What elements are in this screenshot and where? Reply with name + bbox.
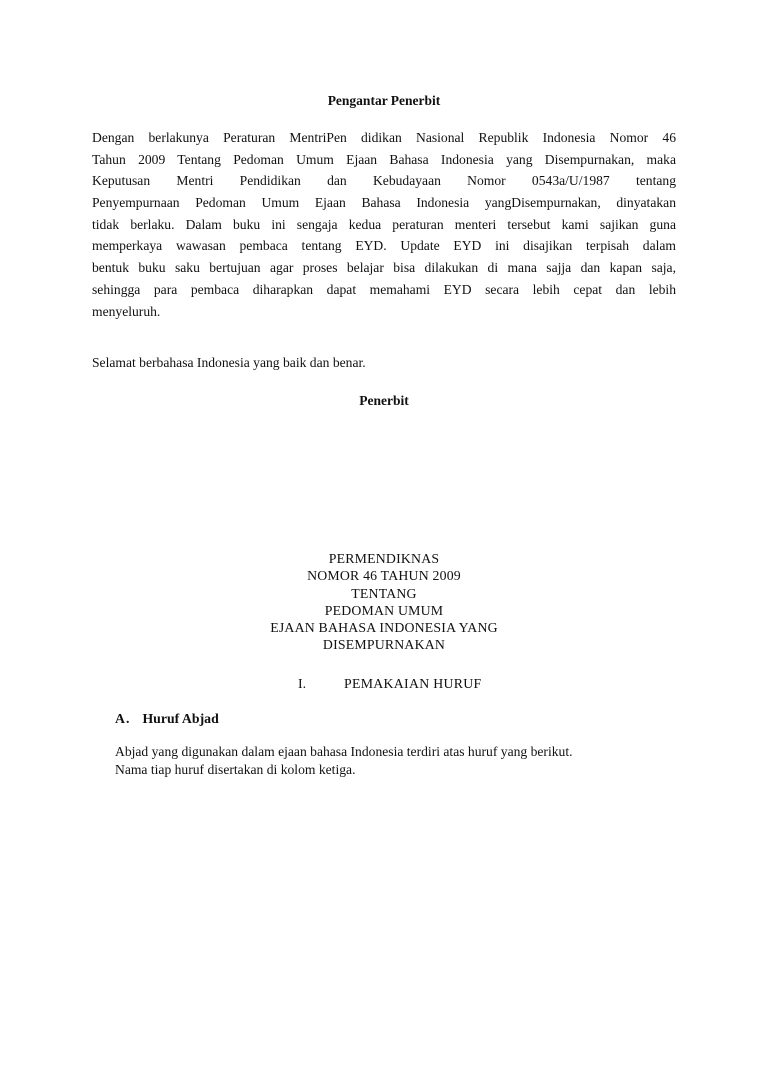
chapter-number: I. <box>298 676 307 691</box>
paragraph-line: Penyempurnaan Pedoman Umum Ejaan Bahasa Indonesia yangDisempurnakan, dinyatakan <box>92 195 676 211</box>
chapter-label: PEMAKAIAN HURUF <box>344 676 482 691</box>
paragraph-line: tidak berlaku. Dalam buku ini sengaja kedua peraturan menteri tersebut kami sajikan guna <box>92 216 676 232</box>
decree-title-line: PEDOMAN UMUM <box>324 602 444 618</box>
paragraph-line: Tahun 2009 Tentang Pedoman Umum Ejaan Bahasa Indonesia yang Disempurnakan, maka <box>92 151 676 167</box>
paragraph-line: sehingga para pembaca diharapkan dapat memahami EYD secara lebih cepat dan lebih <box>92 281 676 297</box>
paragraph-line: memperkaya wawasan pembaca tentang EYD. Update EYD ini disajikan terpisah dalam <box>92 238 676 254</box>
section-body <box>115 743 573 778</box>
paragraph-line: Keputusan Mentri Pendidikan dan Kebudayaan Nomor 0543a/U/1987 tentang <box>92 173 676 189</box>
publisher-signature: Penerbit <box>359 393 409 408</box>
section-body-line: Abjad yang digunakan dalam ejaan bahasa Indonesia terdiri atas huruf yang berikut. <box>115 744 573 759</box>
section-body-line: Nama tiap huruf disertakan di kolom ketiga. <box>115 761 356 777</box>
paragraph-line: bentuk buku saku bertujuan agar proses belajar bisa dilakukan di mana sajja dan kapan saja, <box>92 260 676 276</box>
closing-greeting: Selamat berbahasa Indonesia yang baik dan benar. <box>92 355 366 370</box>
decree-title-line: EJAAN BAHASA INDONESIA YANG <box>270 620 498 636</box>
preface-title: Pengantar Penerbit <box>327 93 441 108</box>
paragraph-line: menyeluruh. <box>92 303 161 319</box>
decree-title-line: DISEMPURNAKAN <box>322 637 446 653</box>
section-letter: A. <box>115 711 131 726</box>
preface-paragraph <box>92 127 676 322</box>
paragraph-line: Dengan berlakunya Peraturan MentriPen didikan Nasional Republik Indonesia Nomor 46 <box>92 130 676 145</box>
decree-title-line: NOMOR 46 TAHUN 2009 <box>307 568 461 584</box>
section-title: Huruf Abjad <box>142 711 219 726</box>
decree-title-block <box>0 550 768 654</box>
decree-title-line: TENTANG <box>351 585 417 601</box>
section-heading <box>115 711 219 727</box>
decree-title-line: PERMENDIKNAS <box>328 551 440 566</box>
